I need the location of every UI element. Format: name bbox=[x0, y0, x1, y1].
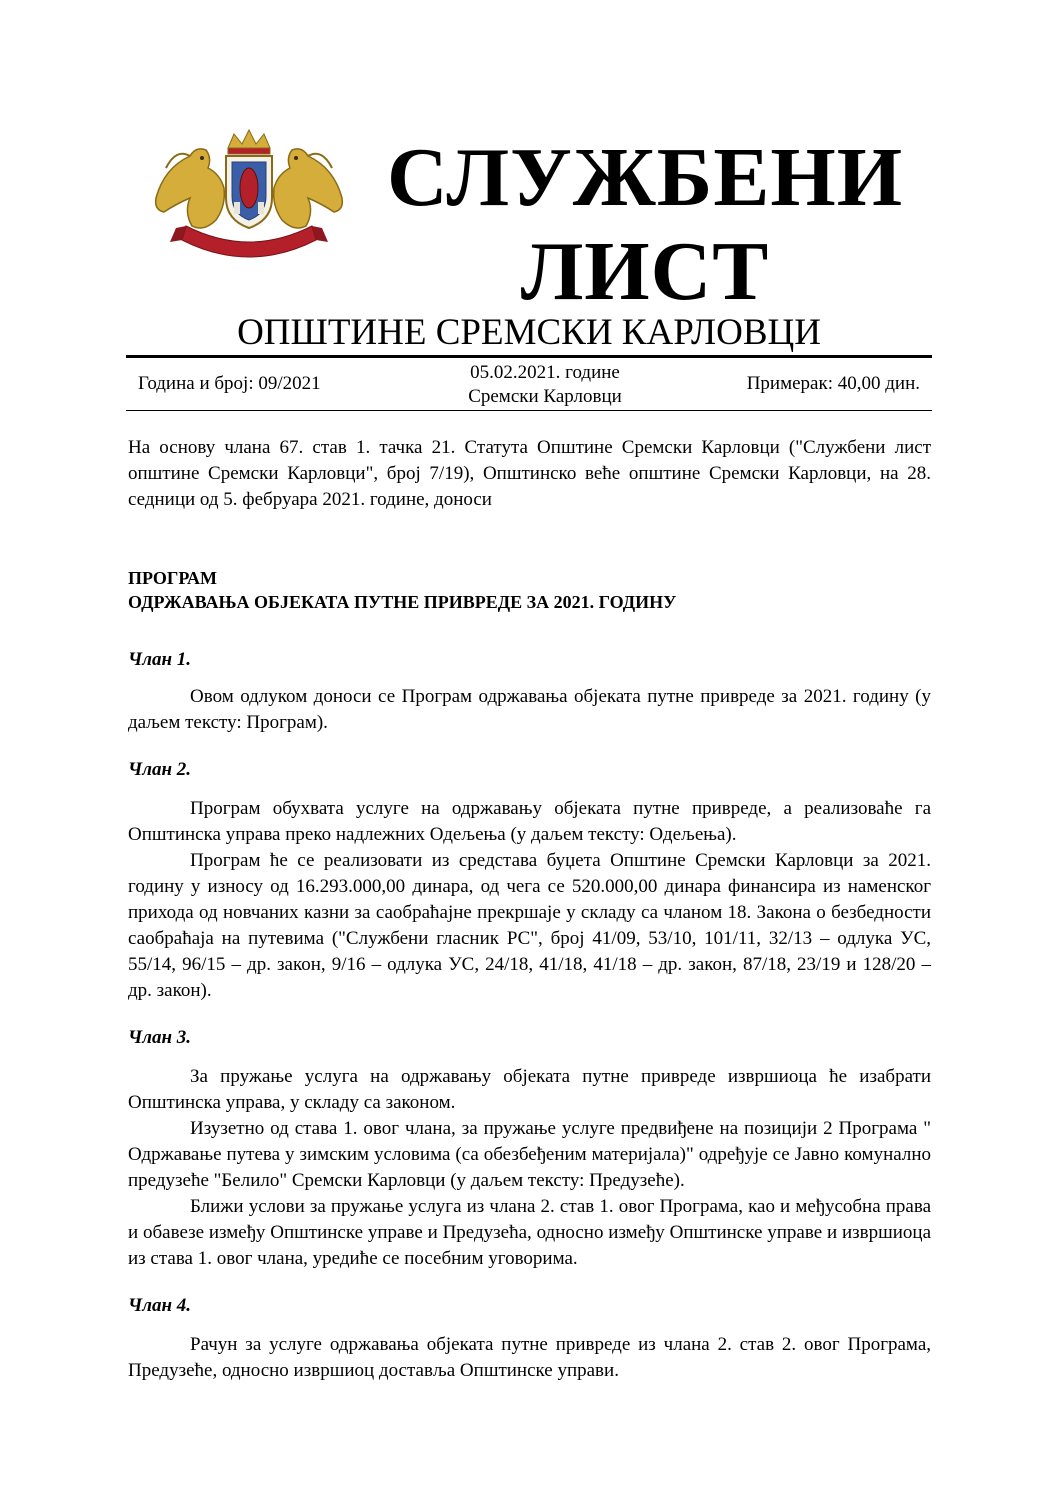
program-subheading: ОДРЖАВАЊА ОБЈЕКАТА ПУТНЕ ПРИВРЕДЕ ЗА 2021. ГОДИНУ bbox=[128, 592, 677, 612]
article-2-paragraph-1: Програм обухвата услуге на одржавању објеката путне привреде, а реализоваће га Општинска управа преко надлежних Одељења (у даљем тексту: Одељења). bbox=[128, 798, 931, 845]
article-3-paragraph-1: За пружање услуга на одржавању објеката путне привреде извршиоца ће изабрати Општинска управа, у складу са законом. bbox=[128, 1066, 931, 1113]
article-2-paragraph-2: Програм ће се реализовати из средстава буџета Општине Сремски Карловци за 2021. годину у износу од 16.293.000,00 динара, од чега се 520.000,00 динара финансира из наменског прихода од новчаних казни за саобраћајне прекршаје у складу са чланом 18. Закона о безбедности саобраћаја на путевима ("Службени гласник РС", број 41/09, 53/10, 101/11, 32/13 – одлука УС, 55/14, 96/15 – др. закон, 9/16 – одлука УС, 24/18, 41/18, 41/18 – др. закон, 87/18, 23/19 и 128/20 – др. закон). bbox=[128, 850, 931, 1001]
issue-number: Година и број: 09/2021 bbox=[138, 373, 321, 394]
article-4-paragraph-1: Рачун за услуге одржавања објеката путне привреде из члана 2. став 2. овог Програма, Предузеће, односно извршиоц доставља Општинске управи. bbox=[128, 1334, 931, 1381]
document-body bbox=[128, 435, 931, 1384]
masthead-title-line2: ЛИСТ bbox=[520, 225, 770, 318]
issue-place: Сремски Карловци bbox=[468, 386, 622, 407]
article-2-title: Члан 2. bbox=[128, 759, 192, 780]
coat-of-arms-icon bbox=[146, 128, 352, 264]
article-1-title: Члан 1. bbox=[128, 649, 192, 670]
article-1-paragraph-1: Овом одлуком доноси се Програм одржавања објеката путне привреде за 2021. годину (у даљем тексту: Програм). bbox=[128, 686, 931, 733]
masthead-title-line1: СЛУЖБЕНИ bbox=[386, 131, 904, 224]
article-3-paragraph-3: Ближи услови за пружање услуга из члана 2. став 1. овог Програма, као и међусобна права и обавезе између Општинске управе и Предузећа, односно између Општинске управе и извршиоца из става 1. овог члана, уредиће се посебним уговорима. bbox=[128, 1196, 931, 1269]
issue-price: Примерак: 40,00 дин. bbox=[746, 373, 920, 394]
intro-paragraph: На основу члана 67. став 1. тачка 21. Статута Општине Сремски Карловци ("Службени лист општине Сремски Карловци", број 7/19), Општинско веће општине Сремски Карловци, на 28. седници од 5. фебруара 2021. године, доноси bbox=[128, 437, 931, 510]
article-3-title: Члан 3. bbox=[128, 1027, 192, 1048]
masthead-rule-top bbox=[126, 355, 932, 358]
issue-date: 05.02.2021. године bbox=[470, 362, 620, 383]
masthead-subtitle: ОПШТИНЕ СРЕМСКИ КАРЛОВЦИ bbox=[237, 312, 821, 353]
masthead-rule-bottom bbox=[126, 410, 932, 411]
program-heading: ПРОГРАМ bbox=[128, 568, 218, 588]
article-4-title: Члан 4. bbox=[128, 1295, 192, 1316]
issue-date-place bbox=[430, 361, 660, 409]
article-3-paragraph-2: Изузетно од става 1. овог члана, за пружање услуге предвиђене на позицији 2 Програма " Одржавање путева у зимским условима (са обезбеђеним материјала)" одређује се Јавно комунално предузеће "Белило" Сремски Карловци (у даљем тексту: Предузеће). bbox=[128, 1118, 931, 1191]
